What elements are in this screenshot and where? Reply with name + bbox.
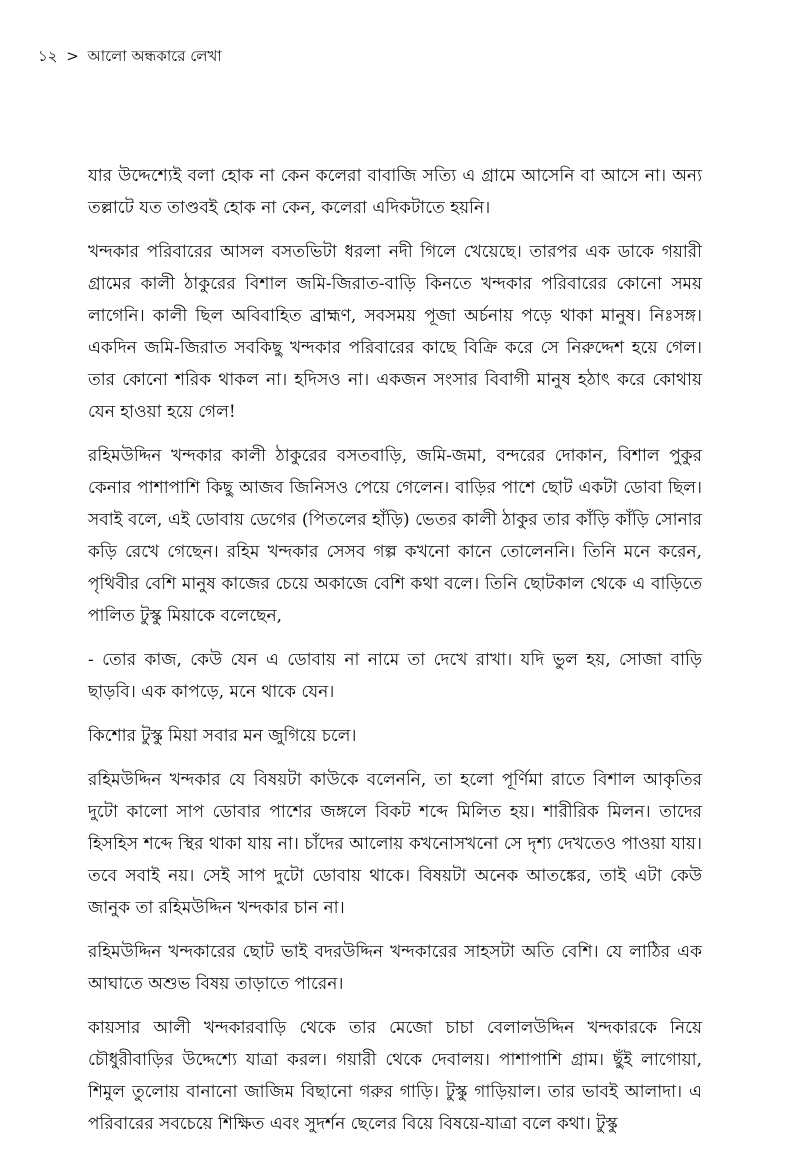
book-title: আলো অন্ধকারে লেখা bbox=[87, 47, 222, 65]
paragraph: রহিমউদ্দিন খন্দকার কালী ঠাকুরের বসতবাড়ি, জমি-জমা, বন্দরের দোকান, বিশাল পুকুর কেনার পাশাপাশি কিছু আজব জিনিসও পেয়ে গেলেন। বাড়ির পাশে ছোট একটা ডোবা ছিল। সবাই বলে, এই ডোবায় ডেগের (পিতলের হাঁড়ি) ভেতর কালী ঠাকুর তার কাঁড়ি কাঁড়ি সোনার কড়ি রেখে গেছেন। রহিম খন্দকার সেসব গল্প কখনো কানে তোলেননি। তিনি মনে করেন, পৃথিবীর বেশি মানুষ কাজের চেয়ে অকাজে বেশি কথা বলে। তিনি ছোটকাল থেকে এ বাড়িতে পালিত টুস্কু মিয়াকে বলেছেন, bbox=[88, 446, 702, 626]
paragraph: কায়সার আলী খন্দকারবাড়ি থেকে তার মেজো চাচা বেলালউদ্দিন খন্দকারকে নিয়ে চৌধুরীবাড়ির উদ্দেশ্যে যাত্রা করল। গয়ারী থেকে দেবালয়। পাশাপাশি গ্রাম। ছুঁই লাগোয়া, শিমুল তুলোয় বানানো জাজিম বিছানো গরুর গাড়ি। টুস্কু গাড়িয়াল। তার ভাবই আলাদা। এ পরিবারের সবচেয়ে শিক্ষিত এবং সুদর্শন ছেলের বিয়ে বিষয়ে-যাত্রা বলে কথা। টুস্কু bbox=[88, 1018, 702, 1134]
paragraph: রহিমউদ্দিন খন্দকারের ছোট ভাই বদরউদ্দিন খন্দকারের সাহসটা অতি বেশি। যে লাঠির এক আঘাতে অশুভ বিষয় তাড়াতে পারেন। bbox=[88, 942, 702, 994]
header-separator: > bbox=[66, 47, 79, 65]
paragraph: রহিমউদ্দিন খন্দকার যে বিষয়টা কাউকে বলেননি, তা হলো পূর্ণিমা রাতে বিশাল আকৃতির দুটো কালো সাপ ডোবার পাশের জঙ্গলে বিকট শব্দে মিলিত হয়। শারীরিক মিলন। তাদের হিসহিস শব্দে স্থির থাকা যায় না। চাঁদের আলোয় কখনোসখনো সে দৃশ্য দেখতেও পাওয়া যায়। তবে সবাই নয়। সেই সাপ দুটো ডোবায় থাকে। বিষয়টা অনেক আতঙ্কের, তাই এটা কেউ জানুক তা রহিমউদ্দিন খন্দকার চান না। bbox=[88, 770, 702, 918]
page-number: ১২ bbox=[38, 47, 58, 65]
running-header bbox=[38, 47, 222, 65]
paragraph: যার উদ্দেশ্যেই বলা হোক না কেন কলেরা বাবাজি সত্যি এ গ্রামে আসেনি বা আসে না। অন্য তল্লাটে যত তাণ্ডবই হোক না কেন, কলেরা এদিকটাতে হয়নি। bbox=[88, 166, 702, 218]
body-text bbox=[88, 160, 702, 1152]
paragraph: কিশোর টুস্কু মিয়া সবার মন জুগিয়ে চলে। bbox=[88, 726, 357, 746]
dialogue-paragraph: - তোর কাজ, কেউ যেন এ ডোবায় না নামে তা দেখে রাখা। যদি ভুল হয়, সোজা বাড়ি ছাড়বি। এক কাপড়ে, মনে থাকে যেন। bbox=[88, 650, 702, 702]
paragraph: খন্দকার পরিবারের আসল বসতভিটা ধরলা নদী গিলে খেয়েছে। তারপর এক ডাকে গয়ারী গ্রামের কালী ঠাকুরের বিশাল জমি-জিরাত-বাড়ি কিনতে খন্দকার পরিবারের কোনো সময় লাগেনি। কালী ছিল অবিবাহিত ব্রাহ্মণ, সবসময় পূজা অর্চনায় পড়ে থাকা মানুষ। নিঃসঙ্গ। একদিন জমি-জিরাত সবকিছু খন্দকার পরিবারের কাছে বিক্রি করে সে নিরুদ্দেশ হয়ে গেল। তার কোনো শরিক থাকল না। হদিসও না। একজন সংসার বিবাগী মানুষ হঠাৎ করে কোথায় যেন হাওয়া হয়ে গেল! bbox=[88, 242, 702, 422]
